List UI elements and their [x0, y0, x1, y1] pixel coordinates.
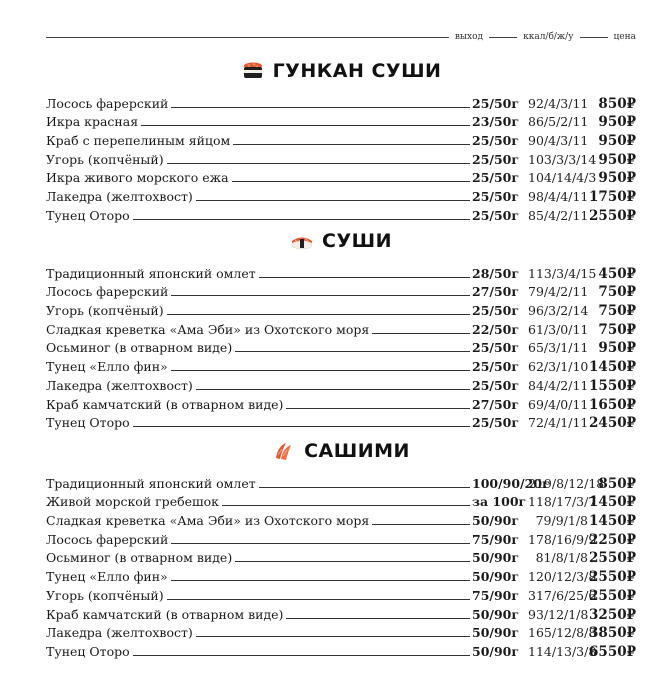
- menu-item-kcal: 62/3/1/10: [528, 359, 589, 375]
- header-line: [46, 37, 449, 38]
- menu-item-kcal: 96/3/2/14: [528, 303, 589, 319]
- menu-item-name: Угорь (копчёный): [46, 151, 164, 167]
- menu-item-name: Лосось фарерский: [46, 531, 169, 547]
- menu-item-price: 950₽: [598, 151, 636, 168]
- menu-item: [46, 129, 636, 148]
- dotted-leader: [133, 426, 470, 427]
- menu-item: [46, 528, 636, 547]
- menu-item-kcal: 92/4/3/11: [528, 95, 589, 111]
- menu-item-kcal: 90/4/3/11: [528, 133, 589, 149]
- menu-item-weight: 100/90/20г: [472, 475, 550, 491]
- menu-item-name-wrap: [46, 645, 472, 659]
- menu-item-weight: 50/90г: [472, 513, 520, 529]
- menu-item: [46, 565, 636, 584]
- menu-item-name-wrap: [46, 190, 472, 204]
- menu-item-name: Живой морской гребешок: [46, 494, 219, 510]
- menu-item-name: Тунец Оторо: [46, 643, 130, 659]
- section-gunkan: [46, 58, 636, 223]
- dotted-leader: [235, 351, 470, 352]
- menu-item-name-wrap: [46, 171, 472, 185]
- dotted-leader: [196, 636, 470, 637]
- menu-item-weight: 25/50г: [472, 377, 520, 393]
- menu-item-kcal: 61/3/0/11: [528, 321, 589, 337]
- menu-item-price: 950₽: [598, 114, 636, 131]
- menu-item-name: Краб с перепелиным яйцом: [46, 133, 231, 149]
- menu-item-kcal: 93/12/1/8: [528, 606, 589, 622]
- menu-item-price: 850₽: [598, 475, 636, 492]
- menu-item: [46, 185, 636, 204]
- menu-item-weight: 25/50г: [472, 189, 520, 205]
- menu-item-name-wrap: [46, 360, 472, 374]
- menu-item: [46, 603, 636, 622]
- menu-item-price: 2450₽: [589, 415, 636, 432]
- menu-item-name-wrap: [46, 477, 472, 491]
- menu-item-name: Осьминог (в отварном виде): [46, 340, 233, 356]
- menu-item: [46, 412, 636, 431]
- menu-item-weight: 75/90г: [472, 587, 520, 603]
- menu-item-name: Краб камчатский (в отварном виде): [46, 396, 284, 412]
- menu-item-weight: за 100г: [472, 494, 527, 510]
- menu-item: [46, 393, 636, 412]
- menu-item-price: 750₽: [598, 303, 636, 320]
- menu-item-weight: 25/50г: [472, 170, 520, 186]
- menu-item-name: Тунец Оторо: [46, 415, 130, 431]
- menu-item-price: 750₽: [598, 321, 636, 338]
- menu-item-weight: 27/50г: [472, 284, 520, 300]
- menu-item-name-wrap: [46, 589, 472, 603]
- menu-item-kcal: 86/5/2/11: [528, 114, 589, 130]
- menu-item: [46, 584, 636, 603]
- menu-item-weight: 75/90г: [472, 531, 520, 547]
- menu-item-weight: 50/90г: [472, 625, 520, 641]
- menu-item-weight: 23/50г: [472, 114, 520, 130]
- dotted-leader: [167, 314, 470, 315]
- menu-item-name-wrap: [46, 304, 472, 318]
- menu-item-name: Тунец Оторо: [46, 207, 130, 223]
- menu-item-price: 3850₽: [589, 625, 636, 642]
- menu-item-name-wrap: [46, 416, 472, 430]
- menu-item-kcal: 81/8/1/8: [535, 550, 588, 566]
- header-weight-label: выход: [454, 32, 484, 42]
- sashimi-icon: [272, 440, 296, 462]
- dotted-leader: [233, 144, 470, 145]
- menu-item-name-wrap: [46, 285, 472, 299]
- menu-item-kcal: 69/4/0/11: [528, 396, 589, 412]
- section-title-text: ГУНКАН СУШИ: [272, 60, 442, 82]
- menu-item-name-wrap: [46, 533, 472, 547]
- menu-item-name-wrap: [46, 209, 472, 223]
- menu-item: [46, 622, 636, 641]
- menu-item-name-wrap: [46, 153, 472, 167]
- dotted-leader: [259, 487, 470, 488]
- menu-item-name-wrap: [46, 323, 472, 337]
- menu-item-name-wrap: [46, 398, 472, 412]
- menu-item: [46, 167, 636, 186]
- menu-item-kcal: 118/17/3/7: [528, 494, 597, 510]
- menu-item-price: 950₽: [598, 340, 636, 357]
- menu-item: [46, 299, 636, 318]
- menu-item-kcal: 98/4/4/11: [528, 189, 589, 205]
- menu-item-weight: 25/50г: [472, 415, 520, 431]
- menu-item-weight: 50/90г: [472, 606, 520, 622]
- menu-item-price: 950₽: [598, 133, 636, 150]
- section-title: [46, 58, 636, 84]
- menu-item-price: 750₽: [598, 284, 636, 301]
- menu-item-kcal: 114/13/3/8: [528, 643, 597, 659]
- menu-item-name: Традиционный японский омлет: [46, 475, 256, 491]
- menu-item: [46, 509, 636, 528]
- nigiri-sushi-icon: [290, 230, 314, 252]
- menu-item-weight: 50/90г: [472, 569, 520, 585]
- dotted-leader: [171, 107, 470, 108]
- menu-item-weight: 25/50г: [472, 95, 520, 111]
- menu-item-name: Краб камчатский (в отварном виде): [46, 606, 284, 622]
- menu-item-weight: 25/50г: [472, 133, 520, 149]
- menu-item: [46, 640, 636, 659]
- menu-item: [46, 204, 636, 223]
- dotted-leader: [171, 295, 470, 296]
- menu-item-name-wrap: [46, 514, 472, 528]
- menu-item-kcal: 165/12/8/8: [528, 625, 597, 641]
- menu-item: [46, 111, 636, 130]
- menu-item-price: 2550₽: [589, 569, 636, 586]
- header-price-label: цена: [613, 32, 636, 42]
- menu-item-price: 450₽: [598, 265, 636, 282]
- dotted-leader: [372, 524, 470, 525]
- dotted-leader: [171, 370, 470, 371]
- menu-item-kcal: 79/4/2/11: [528, 284, 589, 300]
- menu-item-name-wrap: [46, 134, 472, 148]
- dotted-leader: [372, 333, 470, 334]
- menu-item-name: Угорь (копчёный): [46, 303, 164, 319]
- dotted-leader: [133, 219, 470, 220]
- menu-item-kcal: 104/14/4/3: [528, 170, 597, 186]
- menu-item-name-wrap: [46, 115, 472, 129]
- header-kcal-label: ккал/б/ж/у: [523, 32, 574, 42]
- menu-item-weight: 28/50г: [472, 265, 520, 281]
- menu-item-kcal: 72/4/1/11: [528, 415, 589, 431]
- menu-item-name: Сладкая креветка «Ама Эби» из Охотского моря: [46, 321, 370, 337]
- menu-item-weight: 25/50г: [472, 207, 520, 223]
- section-title: [46, 438, 636, 464]
- menu-item-name-wrap: [46, 341, 472, 355]
- menu-item-name: Икра живого морского ежа: [46, 170, 229, 186]
- menu-item-weight: 50/90г: [472, 550, 520, 566]
- menu-item-name-wrap: [46, 97, 472, 111]
- menu-item-name: Тунец «Елло фин»: [46, 359, 168, 375]
- dotted-leader: [167, 163, 470, 164]
- menu-item-price: 2250₽: [589, 531, 636, 548]
- menu-item-price: 1550₽: [589, 377, 636, 394]
- menu-item-kcal: 178/16/9/9: [528, 531, 597, 547]
- menu-item: [46, 337, 636, 356]
- menu-item-weight: 25/50г: [472, 340, 520, 356]
- menu-item-price: 1450₽: [589, 513, 636, 530]
- menu-item: [46, 318, 636, 337]
- dotted-leader: [171, 543, 470, 544]
- menu-item-weight: 25/50г: [472, 151, 520, 167]
- menu-item-kcal: 103/3/3/14: [528, 151, 597, 167]
- menu-item-name: Лакедра (желтохвост): [46, 625, 193, 641]
- menu-item-price: 1450₽: [589, 494, 636, 511]
- menu-item-name: Лосось фарерский: [46, 284, 169, 300]
- menu-item: [46, 281, 636, 300]
- menu-item: [46, 472, 636, 491]
- menu-item-name-wrap: [46, 626, 472, 640]
- menu-item-kcal: 85/4/2/11: [528, 207, 589, 223]
- menu-item-name: Лакедра (желтохвост): [46, 377, 193, 393]
- menu-item-kcal: 120/12/3/8: [528, 569, 597, 585]
- dotted-leader: [286, 408, 470, 409]
- menu-item-kcal: 79/9/1/8: [535, 513, 588, 529]
- menu-item-name: Лакедра (желтохвост): [46, 189, 193, 205]
- section-sushi: [46, 228, 636, 430]
- menu-item-price: 2550₽: [589, 207, 636, 224]
- menu-item: [46, 374, 636, 393]
- dotted-leader: [259, 277, 470, 278]
- menu-item-name: Угорь (копчёный): [46, 587, 164, 603]
- menu-item-kcal: 65/3/1/11: [528, 340, 589, 356]
- menu-item-price: 1750₽: [589, 189, 636, 206]
- menu-item-price: 2550₽: [589, 587, 636, 604]
- dotted-leader: [141, 125, 470, 126]
- menu-item-name: Сладкая креветка «Ама Эби» из Охотского моря: [46, 513, 370, 529]
- menu-item-name-wrap: [46, 267, 472, 281]
- menu-item-weight: 27/50г: [472, 396, 520, 412]
- menu-item-kcal: 317/6/25/6: [528, 587, 597, 603]
- menu-item-name-wrap: [46, 495, 472, 509]
- dotted-leader: [196, 389, 470, 390]
- menu-item-price: 1450₽: [589, 359, 636, 376]
- menu-item-kcal: 219/8/12/18: [528, 475, 605, 491]
- section-title: [46, 228, 636, 254]
- menu-item-price: 1650₽: [589, 396, 636, 413]
- header-dash: [580, 37, 608, 38]
- menu-item: [46, 491, 636, 510]
- header-dash: [489, 37, 517, 38]
- section-sashimi: [46, 438, 636, 659]
- menu-item: [46, 355, 636, 374]
- menu-item: [46, 92, 636, 111]
- menu-item-kcal: 113/3/4/15: [528, 265, 597, 281]
- section-title-text: САШИМИ: [304, 440, 410, 462]
- menu-item-weight: 22/50г: [472, 321, 520, 337]
- menu-item: [46, 148, 636, 167]
- dotted-leader: [235, 561, 470, 562]
- column-header: [46, 30, 636, 44]
- menu-item-weight: 25/50г: [472, 359, 520, 375]
- section-title-text: СУШИ: [322, 230, 392, 252]
- menu-item-name: Традиционный японский омлет: [46, 265, 256, 281]
- menu-item: [46, 262, 636, 281]
- menu-item-weight: 25/50г: [472, 303, 520, 319]
- gunkan-sushi-icon: [241, 60, 265, 82]
- menu-item: [46, 547, 636, 566]
- menu-item-name-wrap: [46, 570, 472, 584]
- dotted-leader: [232, 181, 470, 182]
- menu-item-name: Лосось фарерский: [46, 95, 169, 111]
- menu-item-name-wrap: [46, 379, 472, 393]
- dotted-leader: [133, 655, 470, 656]
- dotted-leader: [171, 580, 470, 581]
- dotted-leader: [167, 599, 470, 600]
- dotted-leader: [196, 200, 470, 201]
- menu-item-name: Икра красная: [46, 114, 139, 130]
- menu-item-name-wrap: [46, 608, 472, 622]
- menu-item-price: 6550₽: [589, 643, 636, 660]
- menu-item-name-wrap: [46, 551, 472, 565]
- menu-item-name: Тунец «Елло фин»: [46, 569, 168, 585]
- menu-item-price: 2550₽: [589, 550, 636, 567]
- dotted-leader: [286, 618, 470, 619]
- menu-item-price: 850₽: [598, 95, 636, 112]
- menu-item-price: 950₽: [598, 170, 636, 187]
- menu-item-name: Осьминог (в отварном виде): [46, 550, 233, 566]
- menu-item-weight: 50/90г: [472, 643, 520, 659]
- menu-item-price: 3250₽: [589, 606, 636, 623]
- dotted-leader: [222, 505, 470, 506]
- menu-item-kcal: 84/4/2/11: [528, 377, 589, 393]
